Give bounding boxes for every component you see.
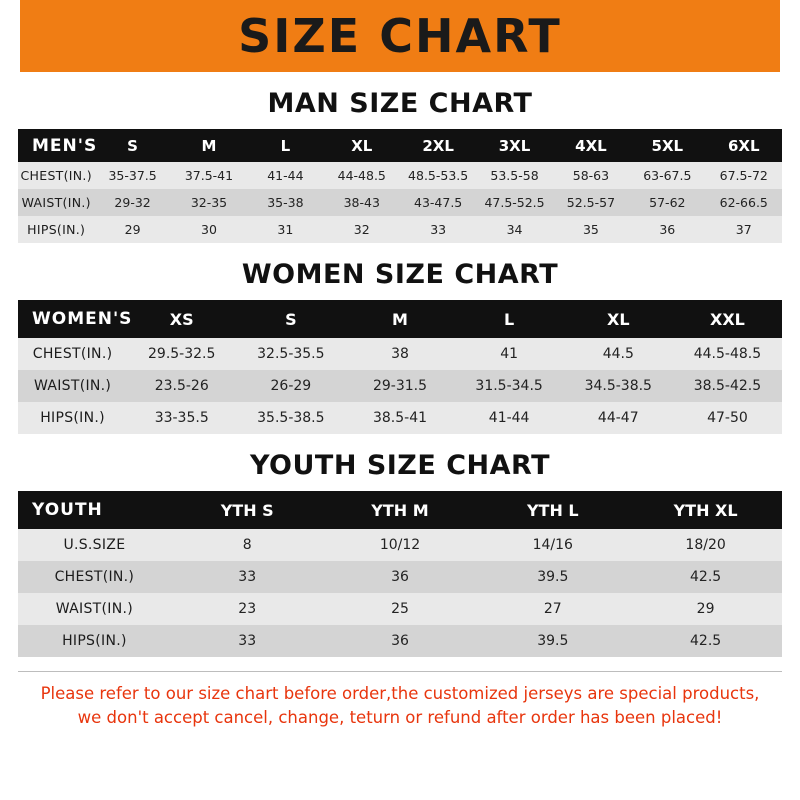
women-r2-c2: 38.5-41	[372, 410, 428, 426]
youth-r3-c3: 42.5	[690, 633, 722, 649]
women-size-table	[18, 300, 782, 434]
men-r2-c6: 35	[582, 222, 599, 237]
men-col-2: L	[280, 136, 291, 155]
footer-line-2: we don't accept cancel, change, teturn or refund after order has been placed!	[77, 707, 723, 727]
men-col-5: 3XL	[498, 136, 531, 155]
men-col-0: S	[127, 136, 138, 155]
women-col-3: L	[504, 309, 515, 329]
women-r0-c2: 38	[391, 346, 409, 362]
men-r1-c0: 29-32	[114, 195, 151, 210]
men-size-table	[18, 129, 782, 243]
footer-disclaimer	[18, 671, 782, 730]
table-header-row	[18, 300, 782, 338]
table-row	[18, 561, 782, 593]
men-r2-c5: 34	[506, 222, 523, 237]
youth-row-3-label: HIPS(IN.)	[62, 633, 127, 649]
women-col-1: S	[285, 309, 297, 329]
women-corner-label: WOMEN'S	[32, 309, 133, 329]
women-row-0-label: CHEST(IN.)	[32, 346, 113, 362]
men-r0-c1: 37.5-41	[184, 168, 234, 183]
men-col-3: XL	[351, 136, 373, 155]
youth-r1-c3: 42.5	[690, 569, 722, 585]
table-row	[18, 625, 782, 657]
youth-r2-c0: 23	[238, 601, 257, 617]
youth-col-0: YTH S	[220, 500, 274, 520]
table-header-row	[18, 491, 782, 529]
youth-corner-label: YOUTH	[32, 500, 103, 520]
men-col-6: 4XL	[575, 136, 607, 155]
youth-r0-c0: 8	[242, 537, 252, 553]
table-row	[18, 216, 782, 243]
men-section-title: MAN SIZE CHART	[267, 88, 533, 119]
women-r2-c1: 35.5-38.5	[257, 410, 325, 426]
youth-r1-c1: 36	[391, 569, 409, 585]
youth-r2-c1: 25	[391, 601, 409, 617]
men-r2-c2: 31	[277, 222, 294, 237]
women-col-0: XS	[169, 309, 194, 329]
women-r1-c4: 34.5-38.5	[584, 378, 652, 394]
table-header-row	[18, 129, 782, 162]
men-r1-c5: 47.5-52.5	[484, 195, 545, 210]
men-r1-c6: 52.5-57	[566, 195, 616, 210]
table-row	[18, 189, 782, 216]
women-r0-c1: 32.5-35.5	[257, 346, 325, 362]
women-r1-c3: 31.5-34.5	[475, 378, 543, 394]
women-r0-c5: 44.5-48.5	[693, 346, 762, 362]
footer-line-1: Please refer to our size chart before order,the customized jerseys are special products,	[40, 684, 760, 703]
youth-r3-c0: 33	[238, 633, 257, 649]
men-row-0-label: CHEST(IN.)	[20, 168, 92, 183]
men-r0-c0: 35-37.5	[108, 168, 157, 183]
youth-r1-c0: 33	[238, 569, 257, 585]
table-row	[18, 338, 782, 370]
table-row	[18, 593, 782, 625]
youth-table-body	[18, 529, 782, 657]
women-r1-c2: 29-31.5	[372, 378, 428, 394]
women-col-2: M	[392, 309, 408, 329]
men-r1-c7: 57-62	[649, 195, 686, 210]
men-col-8: 6XL	[727, 136, 760, 155]
youth-r3-c2: 39.5	[537, 633, 569, 649]
men-r0-c3: 44-48.5	[337, 168, 386, 183]
men-r0-c5: 53.5-58	[490, 168, 539, 183]
men-row-1-label: WAIST(IN.)	[21, 195, 91, 210]
youth-r0-c1: 10/12	[379, 537, 421, 553]
women-col-4: XL	[607, 309, 630, 329]
men-r1-c4: 43-47.5	[414, 195, 463, 210]
youth-col-2: YTH L	[526, 500, 579, 520]
men-row-2-label: HIPS(IN.)	[27, 222, 86, 237]
women-r0-c3: 41	[500, 346, 519, 362]
men-table-header	[18, 129, 782, 162]
header-banner	[0, 0, 800, 72]
men-r2-c8: 37	[735, 222, 752, 237]
youth-r1-c2: 39.5	[537, 569, 569, 585]
youth-row-1-label: CHEST(IN.)	[54, 569, 135, 585]
women-section-title: WOMEN SIZE CHART	[241, 259, 559, 290]
women-r1-c5: 38.5-42.5	[693, 378, 762, 394]
men-col-4: 2XL	[422, 136, 454, 155]
men-corner-label: MEN'S	[32, 135, 98, 156]
women-r0-c4: 44.5	[602, 346, 634, 362]
youth-r0-c2: 14/16	[532, 537, 573, 553]
men-r0-c4: 48.5-53.5	[408, 168, 469, 183]
women-col-5: XXL	[709, 309, 745, 329]
youth-size-table	[18, 491, 782, 657]
women-table-body	[18, 338, 782, 434]
youth-col-3: YTH XL	[673, 500, 738, 520]
women-r2-c5: 47-50	[707, 410, 748, 426]
men-r0-c6: 58-63	[572, 168, 610, 183]
men-r1-c1: 32-35	[190, 195, 228, 210]
youth-col-1: YTH M	[371, 500, 429, 520]
men-r2-c1: 30	[201, 222, 217, 237]
table-row	[18, 529, 782, 561]
banner-left-notch	[0, 0, 20, 72]
men-r0-c8: 67.5-72	[719, 168, 768, 183]
women-r2-c3: 41-44	[488, 410, 530, 426]
men-r2-c7: 36	[659, 222, 676, 237]
men-col-1: M	[201, 136, 217, 155]
women-row-1-label: WAIST(IN.)	[33, 378, 112, 394]
page-title: SIZE CHART	[238, 9, 562, 63]
women-r1-c1: 26-29	[270, 378, 312, 394]
men-r1-c8: 62-66.5	[719, 195, 768, 210]
table-row	[18, 162, 782, 189]
youth-table-header	[18, 491, 782, 529]
women-r0-c0: 29.5-32.5	[148, 346, 216, 362]
women-r1-c0: 23.5-26	[154, 378, 209, 394]
men-r0-c7: 63-67.5	[643, 168, 692, 183]
men-r2-c4: 33	[430, 222, 447, 237]
youth-r2-c3: 29	[696, 601, 715, 617]
youth-row-0-label: U.S.SIZE	[63, 537, 126, 553]
youth-section-title: YOUTH SIZE CHART	[249, 450, 551, 481]
men-r2-c3: 32	[353, 222, 370, 237]
women-r2-c0: 33-35.5	[154, 410, 209, 426]
men-r1-c3: 38-43	[343, 195, 380, 210]
men-table-body	[18, 162, 782, 243]
table-row	[18, 370, 782, 402]
youth-r3-c1: 36	[391, 633, 409, 649]
table-row	[18, 402, 782, 434]
women-table-header	[18, 300, 782, 338]
men-r0-c2: 41-44	[267, 168, 304, 183]
youth-r2-c2: 27	[543, 601, 562, 617]
men-r1-c2: 35-38	[267, 195, 304, 210]
banner-right-notch	[780, 0, 800, 72]
youth-r0-c3: 18/20	[685, 537, 726, 553]
men-r2-c0: 29	[124, 222, 141, 237]
youth-row-2-label: WAIST(IN.)	[55, 601, 133, 617]
women-r2-c4: 44-47	[597, 410, 639, 426]
content-area	[0, 88, 800, 730]
men-col-7: 5XL	[651, 136, 684, 155]
women-row-2-label: HIPS(IN.)	[40, 410, 105, 426]
